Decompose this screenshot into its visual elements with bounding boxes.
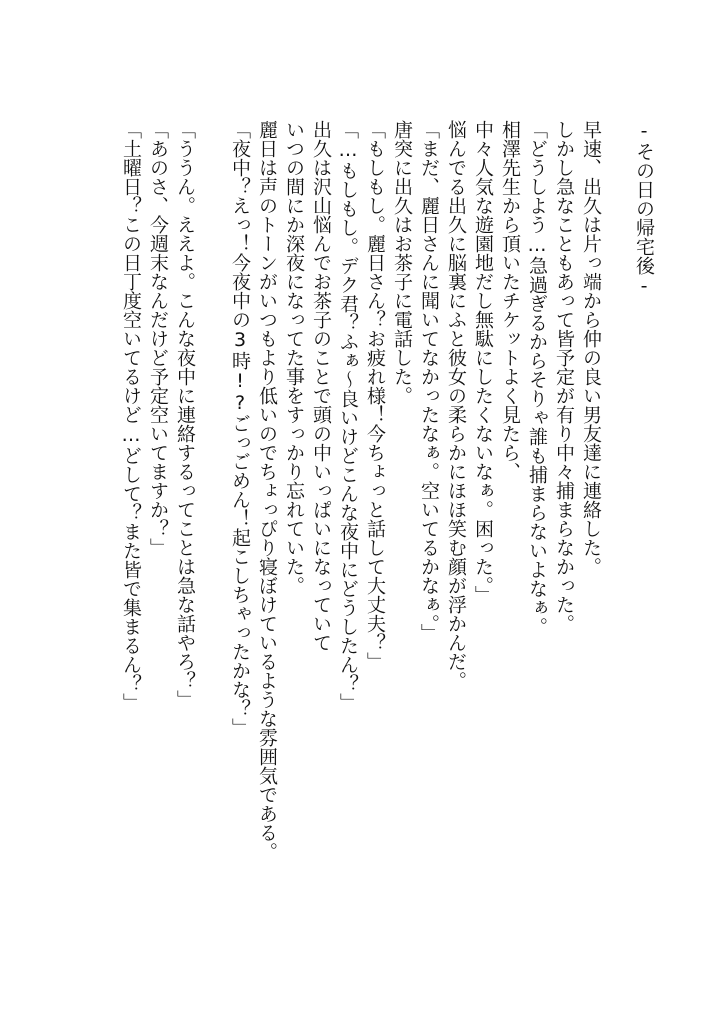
paragraph-line: 「夜中？えっ！今夜中の3時!?ごっごめん！起こしちゃったかな？」 [229, 120, 251, 737]
paragraph-line: いつの間にか深夜になってた事をすっかり忘れていた。 [283, 120, 305, 595]
paragraph-line: 早速、出久は片っ端から仲の良い男友達に連絡した。 [580, 120, 602, 576]
paragraph-line: 「まだ、麗日さんに聞いてなかったなぁ。空いてるかなぁ。」 [418, 120, 440, 643]
paragraph-line: 「あのさ、今週末なんだけど予定空いてますか？」 [147, 120, 169, 557]
paragraph-line: 「ううん。ええよ。こんな夜中に連絡するってことは急な話やろ？」 [174, 120, 196, 709]
paragraph-line: 唐突に出久はお茶子に電話した。 [391, 120, 413, 405]
paragraph-line: 出久は沢山悩んでお茶子のことで頭の中いっぱいになっていて [310, 120, 332, 652]
section-title: -その日の帰宅後- [633, 120, 655, 297]
paragraph-line: 中々人気な遊園地だし無駄にしたくないなぁ。困った。」 [472, 120, 494, 605]
paragraph-line: 相澤先生から頂いたチケットよく見たら、 [499, 120, 521, 481]
paragraph-line: 「土曜日？この日丁度空いてるけど…どして？また皆で集まるん？」 [120, 120, 142, 712]
paragraph-line: 悩んでる出久に脳裏にふと彼女の柔らかにほほ笑む顔が浮かんだ。 [445, 120, 467, 690]
paragraph-line: 「どうしよう…急過ぎるからそりゃ誰も捕まらないよなぁ。 [526, 120, 548, 636]
paragraph-line: 「もしもし。麗日さん？お疲れ様！今ちょっと話して大丈夫？」 [364, 120, 386, 671]
paragraph-line: しかし急なこともあって皆予定が有り中々捕まらなかった。 [553, 120, 575, 633]
vertical-text-body [117, 120, 657, 900]
paragraph-line: 「…もしもし。デク君？ふぁ〜良いけどこんな夜中にどうしたん？」 [337, 120, 359, 712]
paragraph-line: 麗日は声のトーンがいつもより低いのでちょっぴり寝ぼけているような雰囲気である。 [256, 120, 278, 861]
